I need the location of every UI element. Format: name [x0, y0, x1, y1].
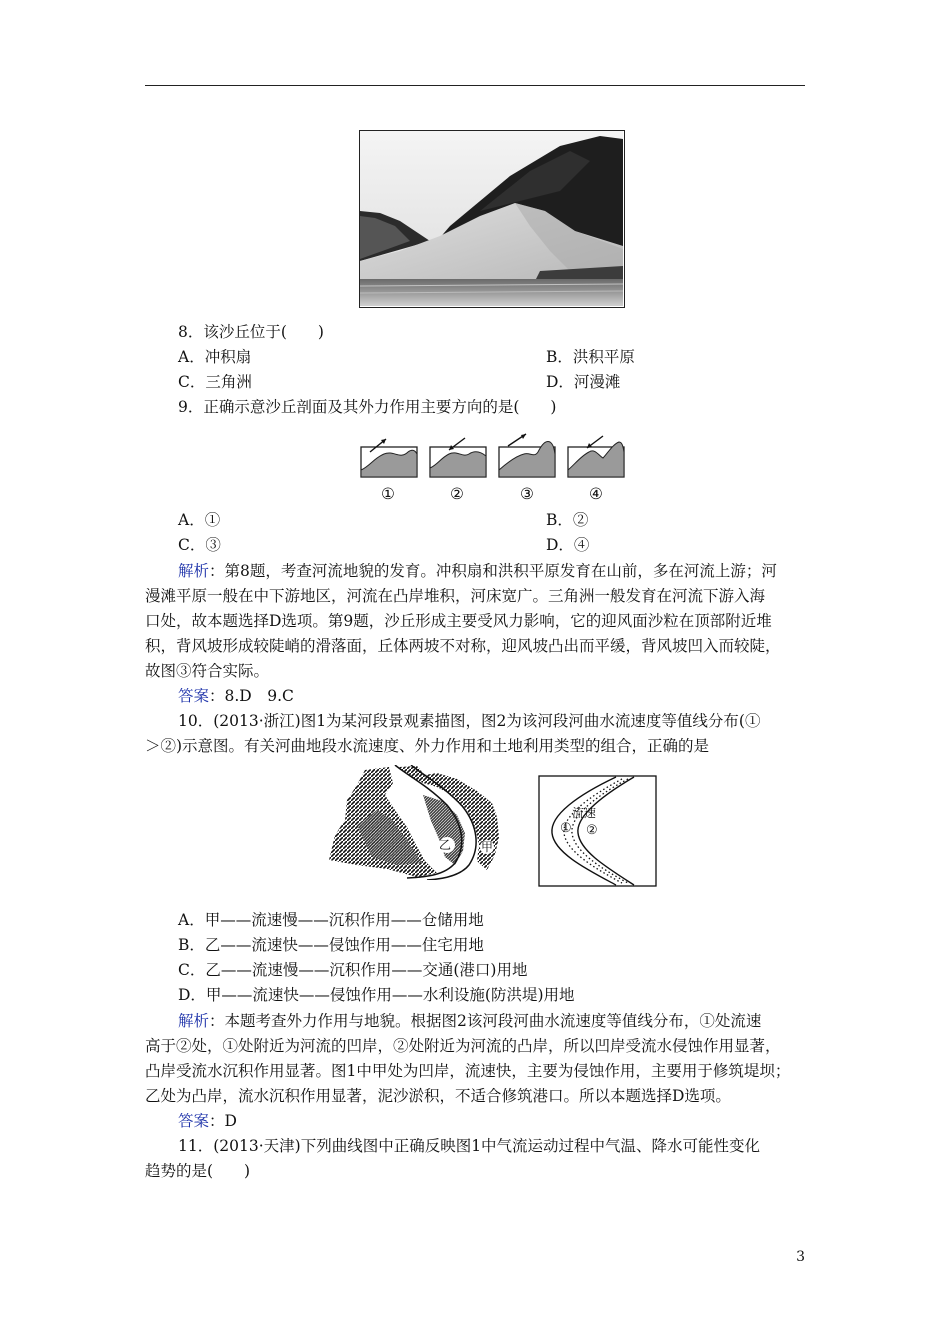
answer-2-text: ：D [209, 1112, 237, 1130]
q9-option-a[interactable]: A．① [178, 511, 221, 529]
q11-stem-line-2: 趋势的是( ) [145, 1162, 251, 1180]
analysis-2-text-1: ：本题考查外力作用与地貌。根据图2该河段河曲水流速度等值线分布，①处流速 [209, 1012, 762, 1030]
q10-option-a[interactable]: A．甲——流速慢——沉积作用——仓储用地 [178, 911, 484, 929]
q10-option-c[interactable]: C．乙——流速慢——沉积作用——交通(港口)用地 [178, 961, 528, 979]
q9-stem: 9．正确示意沙丘剖面及其外力作用主要方向的是( ) [178, 398, 557, 416]
q9-option-c[interactable]: C．③ [178, 536, 221, 554]
analysis-1-text-1: ：第8题，考查河流地貌的发育。冲积扇和洪积平原发育在山前，多在河流上游；河 [209, 562, 777, 580]
q10-stem-line-1: 10．(2013·浙江)图1为某河段景观素描图，图2为该河段河曲水流速度等值线分布(① [178, 712, 761, 730]
flow-speed-isoline-diagram [538, 775, 658, 887]
fig2-label-1: ① [560, 821, 572, 836]
q10-option-b[interactable]: B．乙——流速快——侵蚀作用——住宅用地 [178, 936, 484, 954]
analysis-2-label: 解析 [178, 1012, 210, 1030]
dune-profile-1-label: ① [381, 485, 395, 503]
analysis-2-line-4: 乙处为凸岸，流水沉积作用显著，泥沙淤积，不适合修筑港口。所以本题选择D选项。 [145, 1087, 731, 1105]
q10-option-d[interactable]: D．甲——流速快——侵蚀作用——水利设施(防洪堤)用地 [178, 986, 575, 1004]
dune-profile-4-label: ④ [589, 485, 603, 503]
river-landscape-sketch-drawing [327, 765, 507, 880]
analysis-1-line-1 [178, 561, 777, 583]
answer-2-label: 答案 [178, 1112, 210, 1130]
answer-1-label: 答案 [178, 687, 210, 705]
fig2-label-speed: 流速 [572, 806, 597, 820]
dune-profile-3-drawing [498, 430, 560, 492]
q8-option-a[interactable]: A．冲积扇 [178, 348, 252, 366]
analysis-1-label: 解析 [178, 562, 210, 580]
analysis-2-line-1 [178, 1011, 761, 1033]
dune-profile-1-drawing [360, 432, 420, 492]
analysis-1-line-3: 口处，故本题选择D选项。第9题，沙丘形成主要受风力影响，它的迎风面沙粒在顶部附近堆 [145, 612, 772, 630]
river-landscape-sketch [327, 765, 507, 880]
q9-option-b[interactable]: B．② [546, 511, 589, 529]
q8-option-c[interactable]: C．三角洲 [178, 373, 252, 391]
analysis-2-line-2: 高于②处，①处附近为河流的凹岸，②处附近为河流的凸岸，所以凹岸受流水侵蚀作用显著， [145, 1037, 781, 1055]
flow-speed-isoline-drawing [538, 775, 658, 887]
answer-1 [178, 686, 294, 708]
dune-profile-4-drawing [567, 430, 629, 492]
fig1-label-yi: 乙 [439, 838, 452, 852]
q8-stem: 8．该沙丘位于( ) [178, 323, 324, 341]
answer-2 [178, 1111, 237, 1133]
fig1-label-jia: 甲 [481, 840, 494, 854]
header-rule [145, 85, 805, 86]
sand-dune-photo-drawing [360, 131, 623, 306]
q9-option-d[interactable]: D．④ [546, 536, 590, 554]
answer-1-text: ：8.D 9.C [209, 687, 294, 705]
q10-stem-line-2: ＞②)示意图。有关河曲地段水流速度、外力作用和土地利用类型的组合，正确的是 [145, 737, 710, 755]
q8-option-d[interactable]: D．河漫滩 [546, 373, 621, 391]
dune-profile-3-label: ③ [520, 485, 534, 503]
page-number: 3 [796, 1249, 805, 1265]
analysis-1-line-4: 积，背风坡形成较陡峭的滑落面，丘体两坡不对称，迎风坡凸出而平缓，背风坡凹入而较陡， [145, 637, 781, 655]
dune-profile-2-label: ② [450, 485, 464, 503]
q8-option-b[interactable]: B．洪积平原 [546, 348, 635, 366]
analysis-2-line-3: 凸岸受流水沉积作用显著。图1中甲处为凹岸，流速快，主要为侵蚀作用，主要用于修筑堤坝； [145, 1062, 791, 1080]
analysis-1-line-2: 漫滩平原一般在中下游地区，河流在凸岸堆积，河床宽广。三角洲一般发育在河流下游入海 [145, 587, 766, 605]
fig2-label-2: ② [586, 823, 598, 838]
sand-dune-photo [359, 130, 625, 308]
q11-stem-line-1: 11．(2013·天津)下列曲线图中正确反映图1中气流运动过程中气温、降水可能性变化 [178, 1137, 761, 1155]
dune-profile-2-drawing [429, 432, 489, 492]
analysis-1-line-5: 故图③符合实际。 [145, 662, 270, 680]
